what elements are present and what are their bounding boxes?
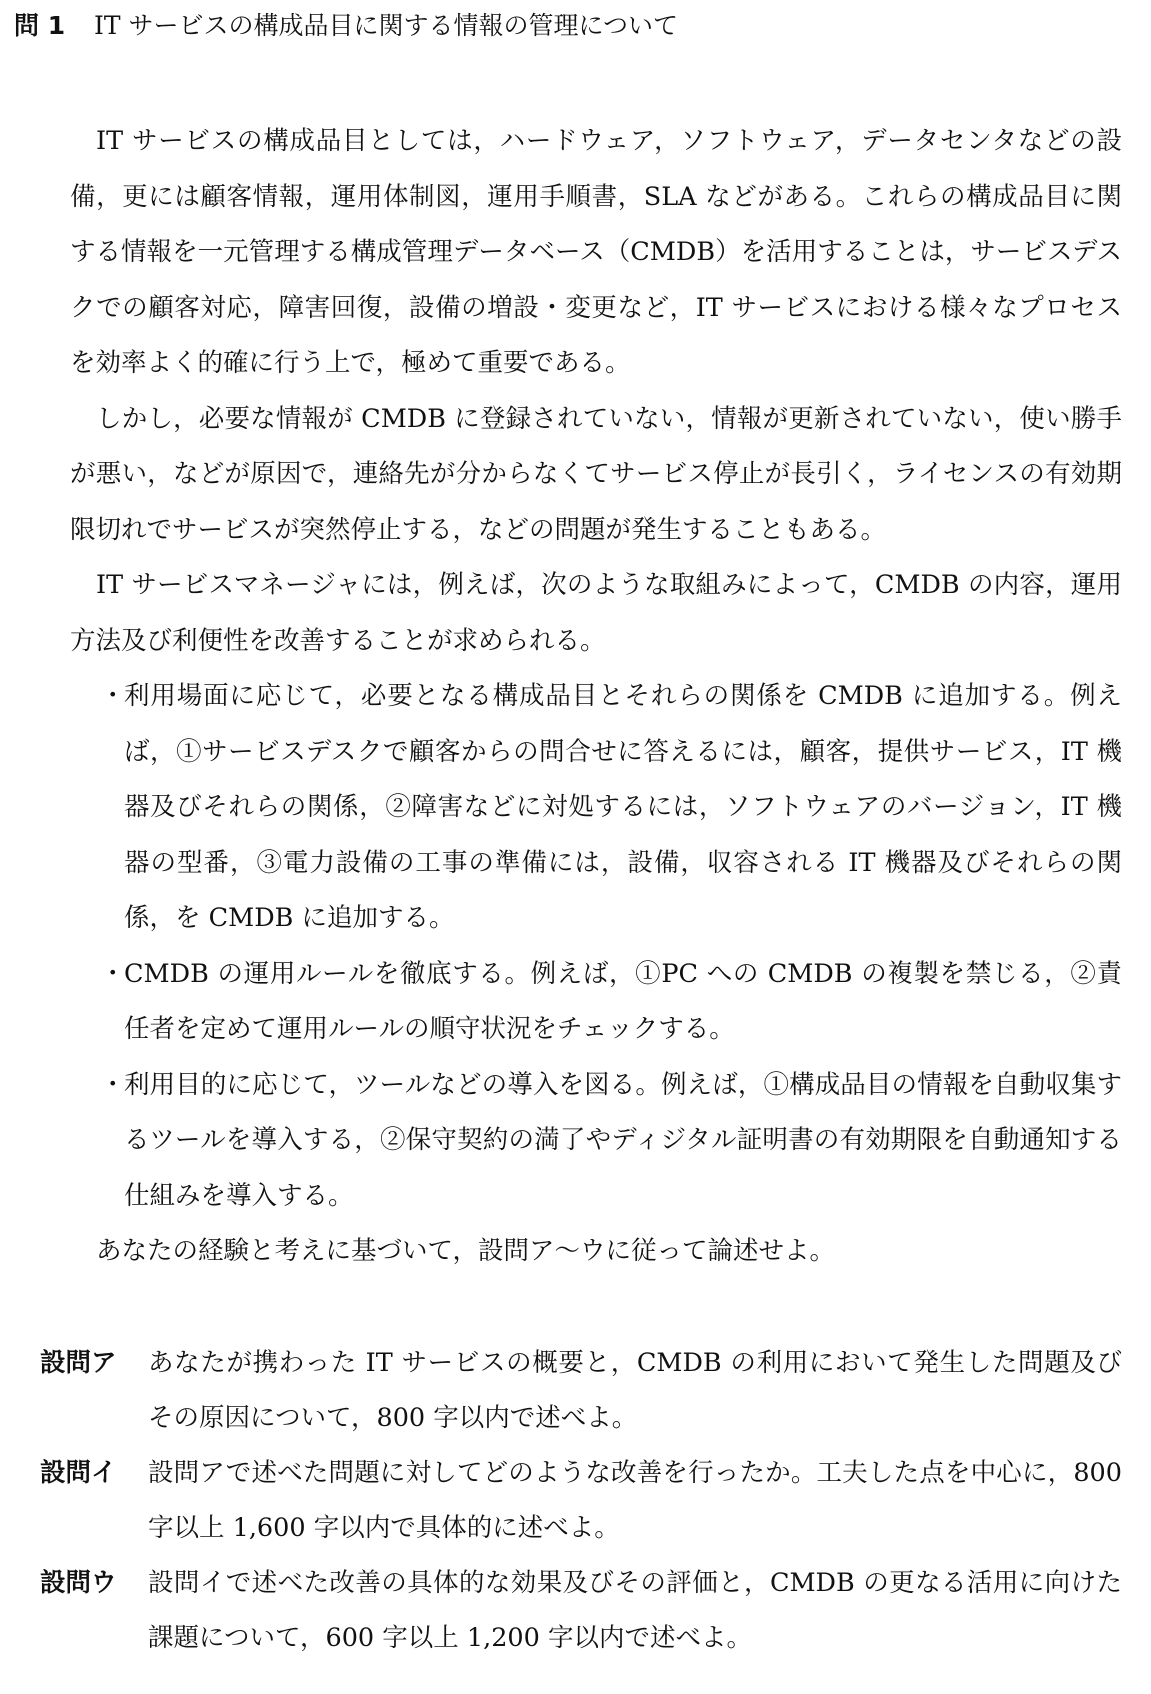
question-body	[70, 114, 1122, 1280]
bullet-text: 利用目的に応じて，ツールなどの導入を図る。例えば，①構成品目の情報を自動収集するツールを導入する，②保守契約の満了やディジタル証明書の有効期限を自動通知する仕組みを導入する。	[124, 1069, 1122, 1211]
requirement-paragraph: IT サービスマネージャには，例えば，次のような取組みによって，CMDB の内容，運用方法及び利便性を改善することが求められる。	[70, 570, 1122, 656]
question-number: 問 1	[14, 11, 66, 40]
bullet-item	[70, 669, 1122, 947]
bullet-text: 利用場面に応じて，必要となる構成品目とそれらの関係を CMDB に追加する。例えば，①サービスデスクで顧客からの問合せに答えるには，顧客，提供サービス，IT 機器及びそれらの関係，②障害などに対処するには，ソフトウェアのバージョン，IT 機器の型番，③電力設備の工事の準備には，設備，収容される IT 機器及びそれらの関係，を CMDB に追加する。	[124, 681, 1122, 933]
sub-questions	[40, 1336, 1122, 1666]
question-title: IT サービスの構成品目に関する情報の管理について	[94, 11, 678, 40]
sub-question-label: 設問ア	[40, 1348, 117, 1378]
closing-instruction: あなたの経験と考えに基づいて，設問ア～ウに従って論述せよ。	[96, 1236, 835, 1266]
sub-question-u	[40, 1556, 1122, 1666]
sub-question-i	[40, 1446, 1122, 1556]
sub-question-text: 設問アで述べた問題に対してどのような改善を行ったか。工夫した点を中心に，800 字以上 1,600 字以内で具体的に述べよ。	[148, 1458, 1122, 1543]
bullet-item	[70, 1058, 1122, 1225]
bullet-mark: ・	[100, 958, 126, 989]
sub-question-a	[40, 1336, 1122, 1446]
bullet-list	[70, 669, 1122, 1224]
bullet-text: CMDB の運用ルールを徹底する。例えば，①PC への CMDB の複製を禁じる，②責任者を定めて運用ルールの順守状況をチェックする。	[124, 958, 1122, 1044]
sub-question-text: あなたが携わった IT サービスの概要と，CMDB の利用において発生した問題及びその原因について，800 字以内で述べよ。	[148, 1348, 1122, 1433]
bullet-mark: ・	[100, 681, 126, 711]
sub-question-text: 設問イで述べた改善の具体的な効果及びその評価と，CMDB の更なる活用に向けた課題について，600 字以上 1,200 字以内で述べよ。	[148, 1568, 1122, 1653]
sub-question-label: 設問ウ	[40, 1568, 117, 1598]
intro-paragraph: IT サービスの構成品目としては，ハードウェア，ソフトウェア，データセンタなどの設備，更には顧客情報，運用体制図，運用手順書，SLA などがある。これらの構成品目に関する情報を一元管理する構成管理データベース（CMDB）を活用することは，サービスデスクでの顧客対応，障害回復，設備の増設・変更など，IT サービスにおける様々なプロセスを効率よく的確に行う上で，極めて重要である。	[70, 126, 1122, 378]
bullet-item	[70, 947, 1122, 1058]
problem-paragraph: しかし，必要な情報が CMDB に登録されていない，情報が更新されていない，使い勝手が悪い，などが原因で，連絡先が分からなくてサービス停止が長引く，ライセンスの有効期限切れでサービスが突然停止する，などの問題が発生することもある。	[70, 403, 1122, 545]
sub-question-label: 設問イ	[40, 1458, 117, 1488]
bullet-mark: ・	[100, 1069, 126, 1100]
question-header	[14, 8, 678, 44]
